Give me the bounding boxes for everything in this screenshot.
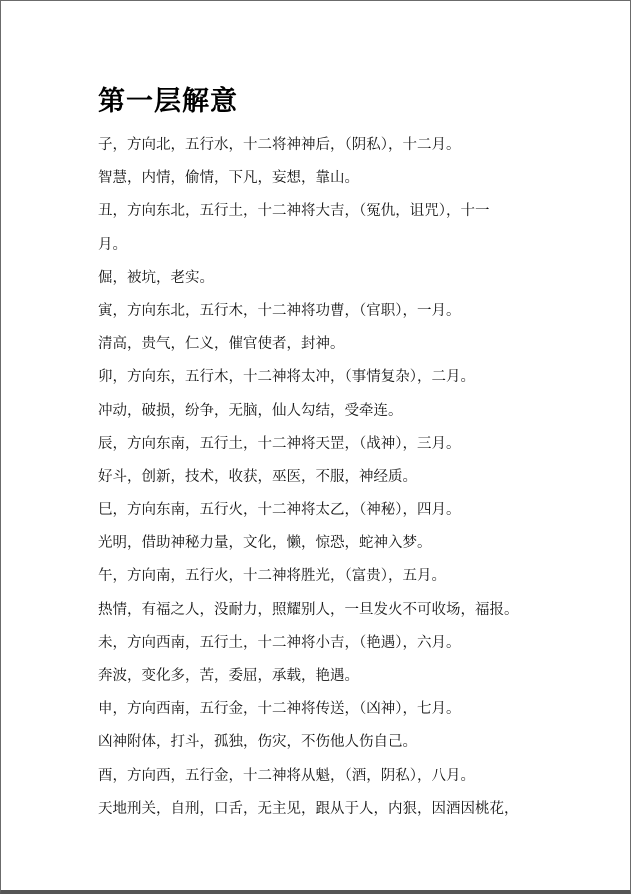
text-line: 冲动，破损，纷争，无脑，仙人勾结，受牵连。 — [98, 402, 403, 419]
text-line: 月。 — [98, 236, 127, 253]
text-line: 酉，方向西，五行金，十二神将从魁，（酒，阴私），八月。 — [98, 767, 475, 784]
page-title: 第一层解意 — [98, 86, 238, 117]
text-line: 倔，被坑，老实。 — [98, 269, 214, 286]
text-line: 寅，方向东北，五行木，十二神将功曹，（官职），一月。 — [98, 302, 461, 319]
text-line: 子，方向北，五行水，十二将神神后，（阴私），十二月。 — [98, 137, 461, 153]
text-line: 卯，方向东，五行木，十二神将太冲，（事情复杂），二月。 — [98, 369, 475, 386]
text-line: 好斗，创新，技术，收获，巫医，不服，神经质。 — [98, 468, 417, 485]
text-line: 丑，方向东北，五行土，十二神将大吉，（冤仇，诅咒），十一 — [98, 203, 490, 220]
text-line: 光明，借助神秘力量，文化，懒，惊恐，蛇神入梦。 — [98, 535, 432, 552]
text-line: 凶神附体，打斗，孤独，伤灾，不伤他人伤自己。 — [98, 734, 417, 751]
text-line: 热情，有福之人，没耐力，照耀别人，一旦发火不可收场，福报。 — [98, 601, 519, 618]
text-line: 清高，贵气，仁义，催官使者，封神。 — [98, 336, 345, 353]
text-line: 申，方向西南，五行金，十二神将传送，（凶神），七月。 — [98, 701, 461, 718]
text-line: 天地刑关，自刑，口舌，无主见，跟从于人，内狠，因酒因桃花， — [98, 800, 519, 817]
text-line: 巳，方向东南，五行火，十二神将太乙，（神秘），四月。 — [98, 502, 461, 519]
text-line: 智慧，内情，偷情，下凡，妄想，靠山。 — [98, 170, 359, 187]
text-line: 辰，方向东南，五行土，十二神将天罡，（战神），三月。 — [98, 435, 461, 452]
text-line: 奔波，变化多，苦，委屈，承载，艳遇。 — [98, 668, 359, 684]
text-line: 未，方向西南，五行土，十二神将小吉，（艳遇），六月。 — [98, 634, 461, 651]
text-line: 午，方向南，五行火，十二神将胜光，（富贵），五月。 — [98, 568, 446, 585]
document-body — [98, 129, 548, 826]
